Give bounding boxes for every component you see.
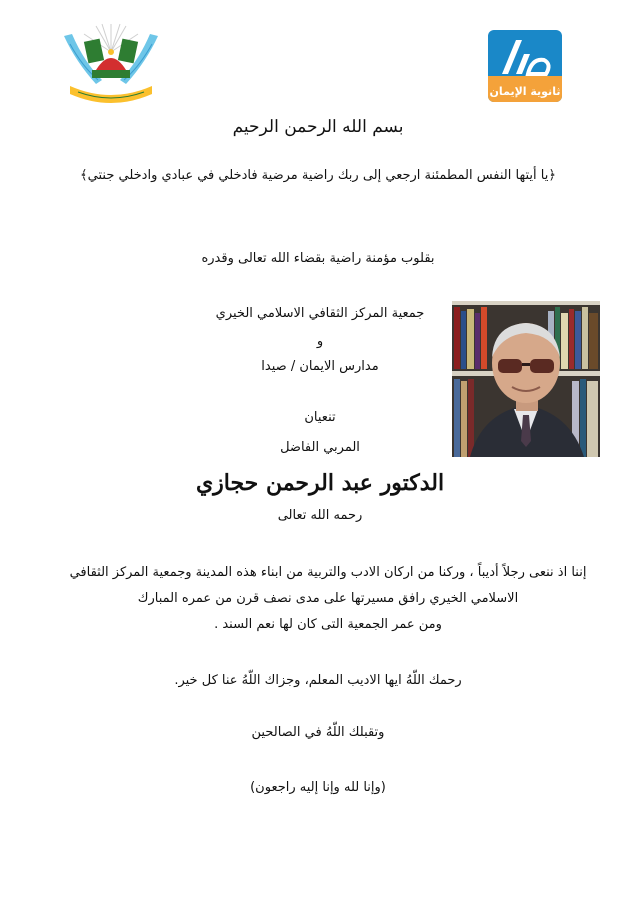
deceased-portrait (452, 301, 600, 457)
conjunction: و (316, 334, 324, 349)
organization-first: جمعية المركز الثقافي الاسلامي الخيري (215, 306, 425, 321)
basmala: بسم الله الرحمن الرحيم (232, 117, 404, 137)
school-logo-label: ثانوية الإيمان (489, 85, 561, 98)
condolence-intro: بقلوب مؤمنة راضية بقضاء الله تعالى وقدره (201, 251, 435, 266)
tribute-line-1: إننا اذ ننعى رجلاً أديباً ، وركنا من اركان الادب والتربية من ابناء هذه المدينة وجمعية المركز الثقافي (69, 565, 587, 580)
announce-text: تنعيان (304, 410, 336, 425)
organization-second: مدارس الايمان / صيدا (261, 359, 379, 374)
tribute-paragraph (40, 560, 616, 638)
tribute-line-3: ومن عمر الجمعية التى كان لها نعم السند . (214, 617, 442, 632)
quran-verse: ﴿يا أيتها النفس المطمئنة ارجعي إلى ربك راضية مرضية فادخلي في عبادي وادخلي جنتي﴾ (80, 168, 556, 183)
mercy-phrase: رحمه الله تعالى (277, 508, 363, 523)
closing-verse: (وإنا لله وإنا إليه راجعون) (250, 780, 386, 795)
prayer-line-2: وتقبلك اللّهُ في الصالحين (251, 725, 385, 740)
society-emblem-logo (56, 22, 166, 104)
school-logo (488, 30, 562, 102)
honorific-title: المربي الفاضل (280, 440, 360, 455)
prayer-line-1: رحمك اللّهُ ايها الاديب المعلم، وجزاك اللّهُ عنا كل خير. (174, 673, 462, 688)
tribute-line-2: الاسلامي الخيري رافق مسيرتها على مدى نصف قرن من عمره المبارك (137, 591, 519, 606)
deceased-name: الدكتور عبد الرحمن حجازي (195, 470, 445, 496)
